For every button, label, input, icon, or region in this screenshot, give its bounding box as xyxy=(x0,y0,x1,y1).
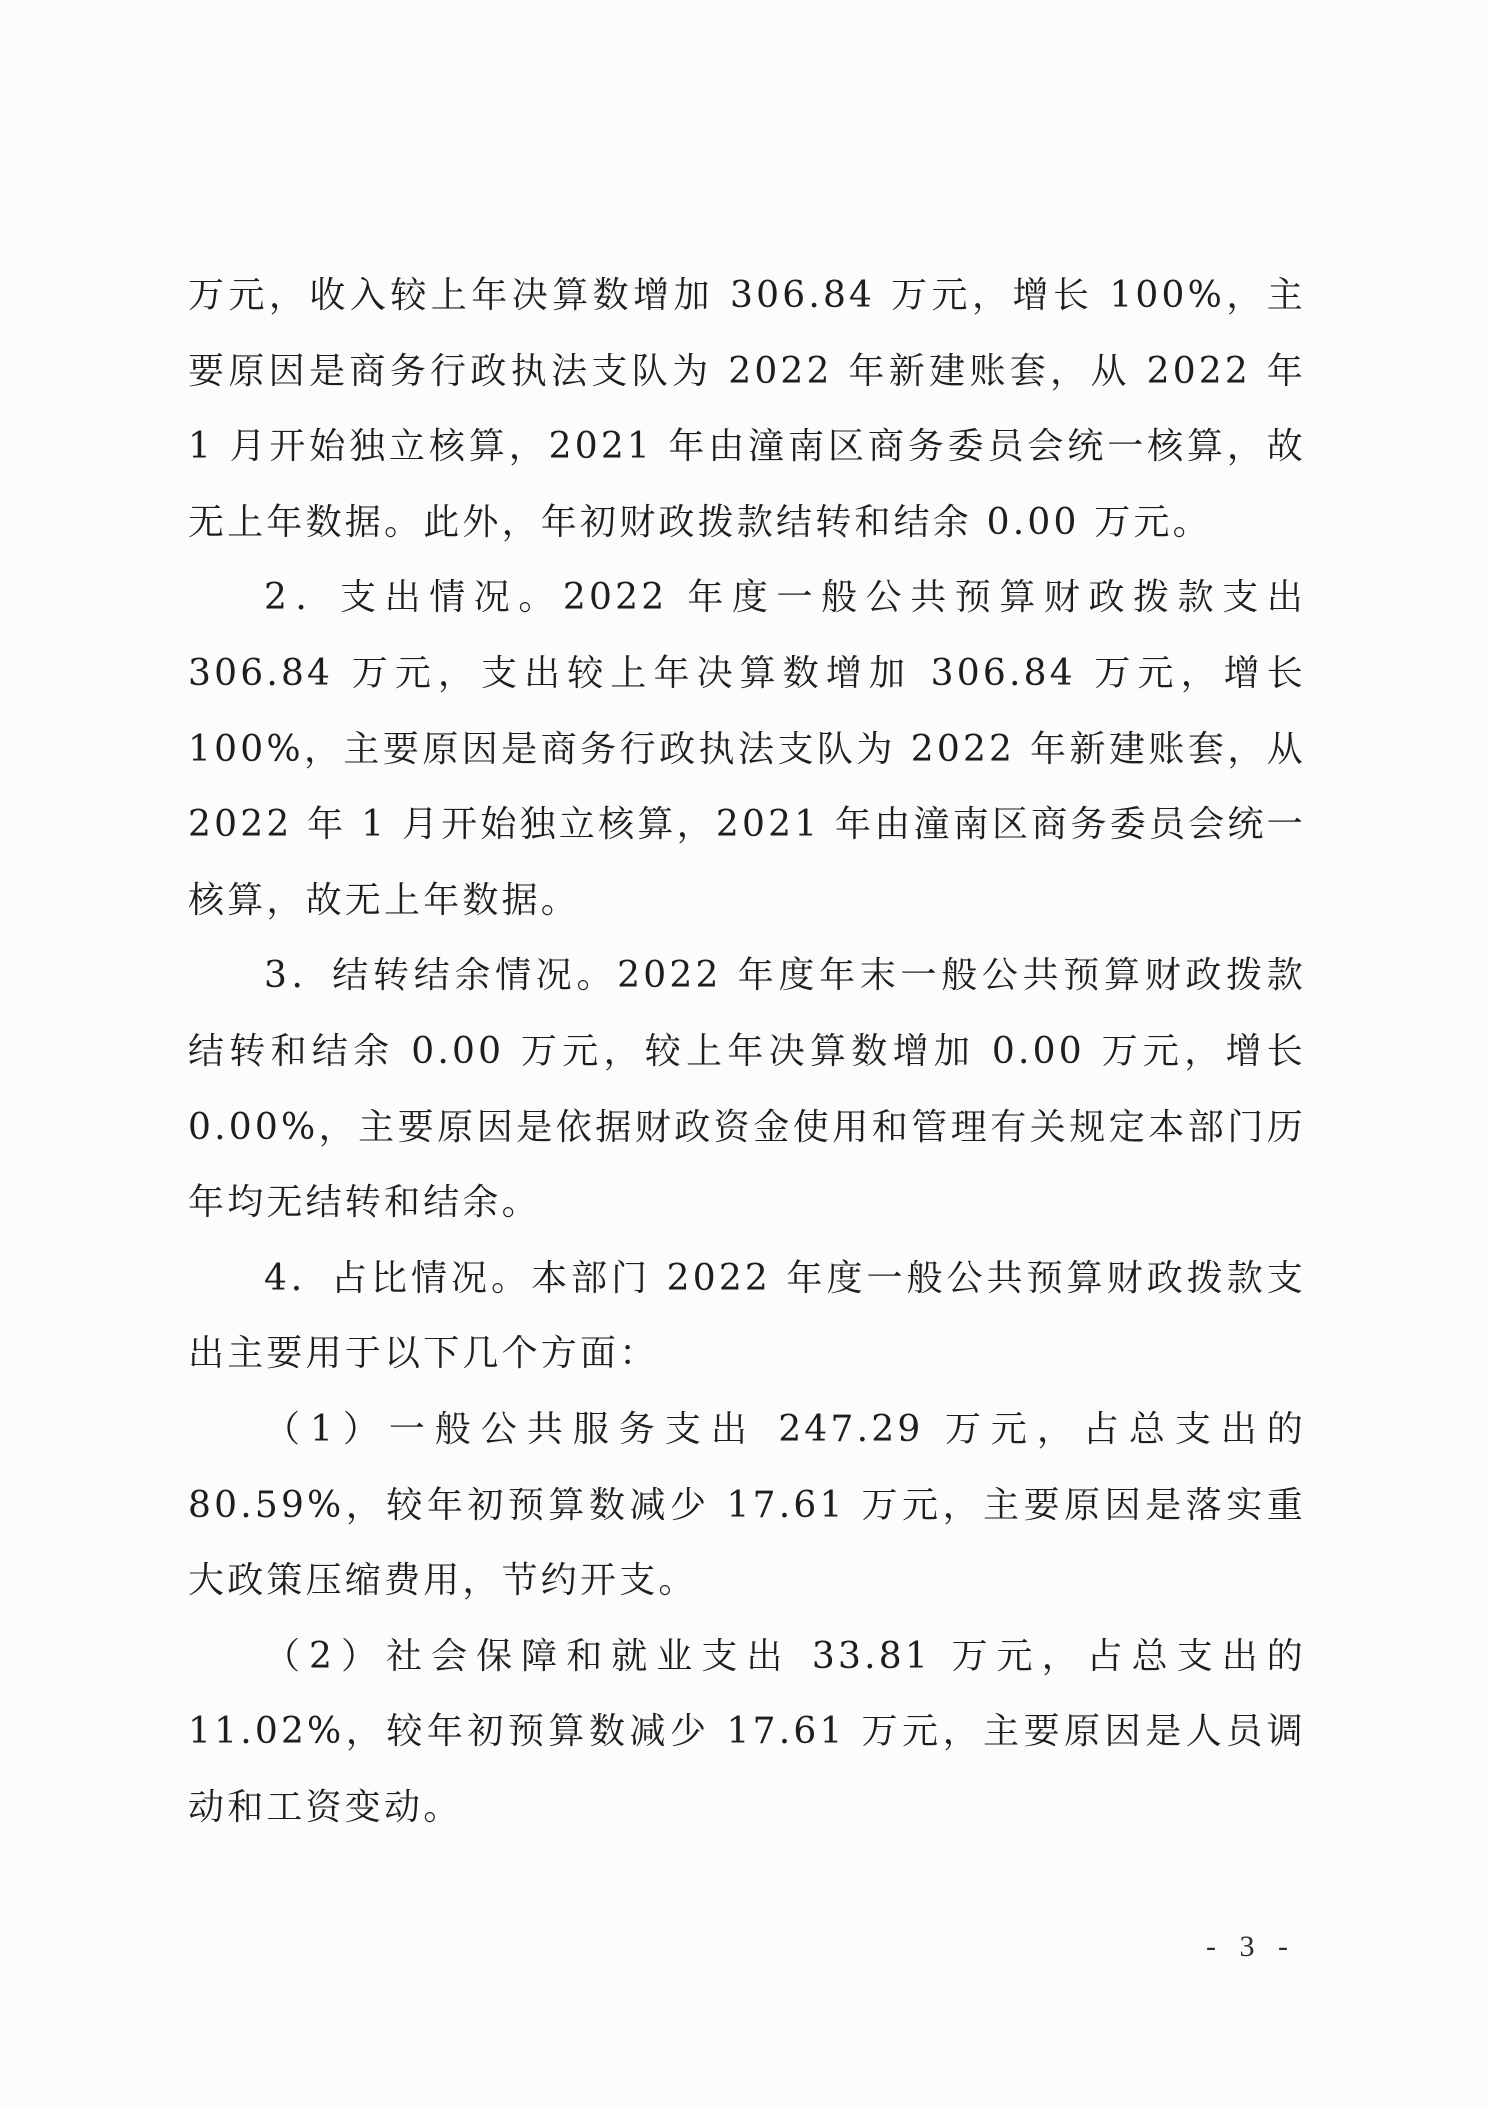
paragraph-expenditure: 2．支出情况。2022 年度一般公共预算财政拨款支出 306.84 万元，支出较上年决算数增加 306.84 万元，增长 100%，主要原因是商务行政执法支队为 2022 年新建账套，从 2022 年 1 月开始独立核算，2021 年由潼南区商务委员会统一核算，故无上年数据。 xyxy=(188,577,1306,921)
paragraph-carryover-balance: 3．结转结余情况。2022 年度年末一般公共预算财政拨款结转和结余 0.00 万元，较上年决算数增加 0.00 万元，增长 0.00%，主要原因是依据财政资金使用和管理有关规定本部门历年均无结转和结余。 xyxy=(188,955,1306,1224)
paragraph-proportion: 4．占比情况。本部门 2022 年度一般公共预算财政拨款支出主要用于以下几个方面： xyxy=(188,1257,1306,1375)
paragraph-item-general-public-services: （1）一般公共服务支出 247.29 万元，占总支出的 80.59%，较年初预算数减少 17.61 万元，主要原因是落实重大政策压缩费用，节约开支。 xyxy=(188,1408,1306,1602)
document-body xyxy=(188,258,1306,1845)
paragraph-income-continuation: 万元，收入较上年决算数增加 306.84 万元，增长 100%，主要原因是商务行政执法支队为 2022 年新建账套，从 2022 年 1 月开始独立核算，2021 年由潼南区商务委员会统一核算，故无上年数据。此外，年初财政拨款结转和结余 0.00 万元。 xyxy=(188,275,1306,543)
paragraph-item-social-security: （2）社会保障和就业支出 33.81 万元，占总支出的 11.02%，较年初预算数减少 17.61 万元，主要原因是人员调动和工资变动。 xyxy=(188,1635,1306,1828)
page-number: - 3 - xyxy=(1206,1930,1296,1963)
